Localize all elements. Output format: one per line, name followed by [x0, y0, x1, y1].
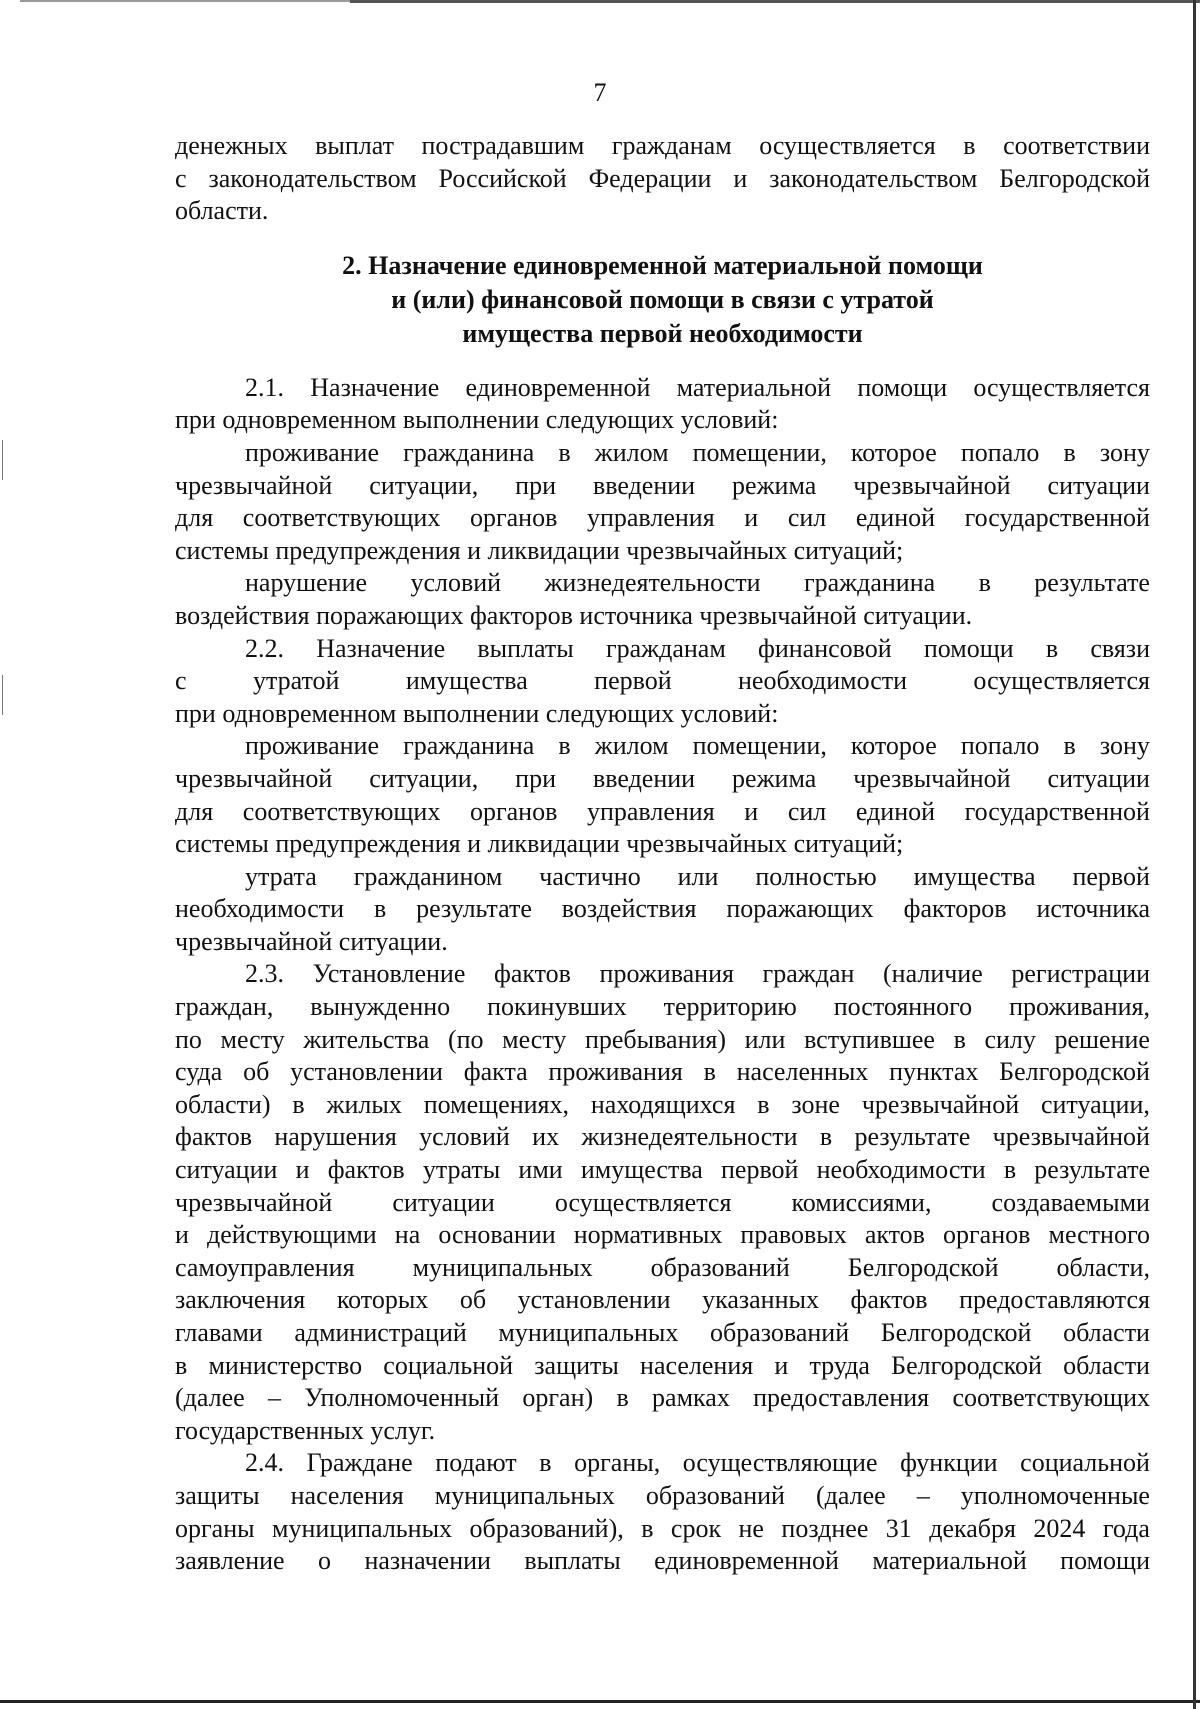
text-line: для соответствующих органов управления и сил единой государственной	[175, 796, 1150, 826]
text-line: при одновременном выполнении следующих условий:	[175, 698, 779, 728]
document-body	[175, 130, 1150, 1578]
text-line: и действующими на основании нормативных правовых актов органов местного	[175, 1220, 1150, 1250]
text-line: 2.1. Назначение единовременной материальной помощи осуществляется	[245, 372, 1150, 402]
text-line: утрата гражданином частично или полностью имущества первой	[245, 861, 1150, 891]
text-line: органы муниципальных образований), в срок не позднее 31 декабря 2024 года	[175, 1513, 1150, 1543]
section-heading	[175, 249, 1150, 351]
text-line: 2.2. Назначение выплаты гражданам финансовой помощи в связи	[245, 633, 1150, 663]
text-line: фактов нарушения условий их жизнедеятельности в результате чрезвычайной	[175, 1122, 1150, 1152]
text-line: чрезвычайной ситуации, при введении режима чрезвычайной ситуации	[175, 470, 1150, 500]
heading-line: имущества первой необходимости	[462, 318, 863, 348]
text-line: области) в жилых помещениях, находящихся в зоне чрезвычайной ситуации,	[175, 1089, 1150, 1119]
text-line: при одновременном выполнении следующих условий:	[175, 405, 779, 435]
text-line: суда об установлении факта проживания в населенных пунктах Белгородской	[175, 1057, 1150, 1087]
text-line: защиты населения муниципальных образований (далее – уполномоченные	[175, 1480, 1150, 1510]
text-line: (далее – Уполномоченный орган) в рамках предоставления соответствующих	[175, 1383, 1150, 1413]
text-line: системы предупреждения и ликвидации чрезвычайных ситуаций;	[175, 829, 904, 859]
page-number: 7	[593, 78, 607, 107]
scan-edge-bottom	[0, 1700, 1200, 1703]
scan-edge-top-shadow	[350, 0, 1200, 3]
text-line: области.	[175, 196, 269, 226]
text-line: 2.3. Установление фактов проживания граждан (наличие регистрации	[245, 959, 1150, 989]
text-line: заявление о назначении выплаты единовременной материальной помощи	[175, 1546, 1150, 1576]
text-line: системы предупреждения и ликвидации чрезвычайных ситуаций;	[175, 535, 904, 565]
scan-mark-left	[2, 675, 3, 715]
text-line: в министерство социальной защиты населения и труда Белгородской области	[175, 1350, 1150, 1380]
heading-line: 2. Назначение единовременной материальной помощи	[342, 250, 983, 280]
text-line: проживание гражданина в жилом помещении, которое попало в зону	[245, 731, 1150, 761]
text-line: 2.4. Граждане подают в органы, осуществляющие функции социальной	[245, 1448, 1150, 1478]
text-line: необходимости в результате воздействия поражающих факторов источника	[175, 894, 1150, 924]
scan-mark-left	[2, 440, 3, 480]
text-line: ситуации и фактов утраты ими имущества первой необходимости в результате	[175, 1155, 1150, 1185]
text-line: денежных выплат пострадавшим гражданам осуществляется в соответствии	[175, 131, 1150, 160]
text-line: государственных услуг.	[175, 1415, 436, 1445]
text-line: с утратой имущества первой необходимости осуществляется	[175, 666, 1150, 696]
scan-edge-right	[1193, 0, 1196, 1709]
text-line: главами администраций муниципальных образований Белгородской области	[175, 1318, 1150, 1347]
text-line: заключения которых об установлении указанных фактов предоставляются	[175, 1285, 1150, 1315]
text-line: с законодательством Российской Федерации и законодательством Белгородской	[175, 163, 1150, 193]
text-line: чрезвычайной ситуации осуществляется комиссиями, создаваемыми	[175, 1187, 1150, 1217]
text-line: по месту жительства (по месту пребывания) или вступившее в силу решение	[175, 1024, 1150, 1054]
text-line: самоуправления муниципальных образований Белгородской области,	[175, 1252, 1150, 1282]
text-line: для соответствующих органов управления и сил единой государственной	[175, 503, 1150, 533]
text-line: чрезвычайной ситуации, при введении режима чрезвычайной ситуации	[175, 763, 1150, 793]
text-line: чрезвычайной ситуации.	[175, 926, 448, 956]
text-line: проживание гражданина в жилом помещении, которое попало в зону	[245, 437, 1150, 467]
text-line: граждан, вынужденно покинувших территорию постоянного проживания,	[175, 992, 1150, 1022]
text-line: воздействия поражающих факторов источника чрезвычайной ситуации.	[175, 600, 973, 630]
text-line: нарушение условий жизнедеятельности гражданина в результате	[245, 568, 1150, 598]
heading-line: и (или) финансовой помощи в связи с утратой	[391, 284, 934, 314]
